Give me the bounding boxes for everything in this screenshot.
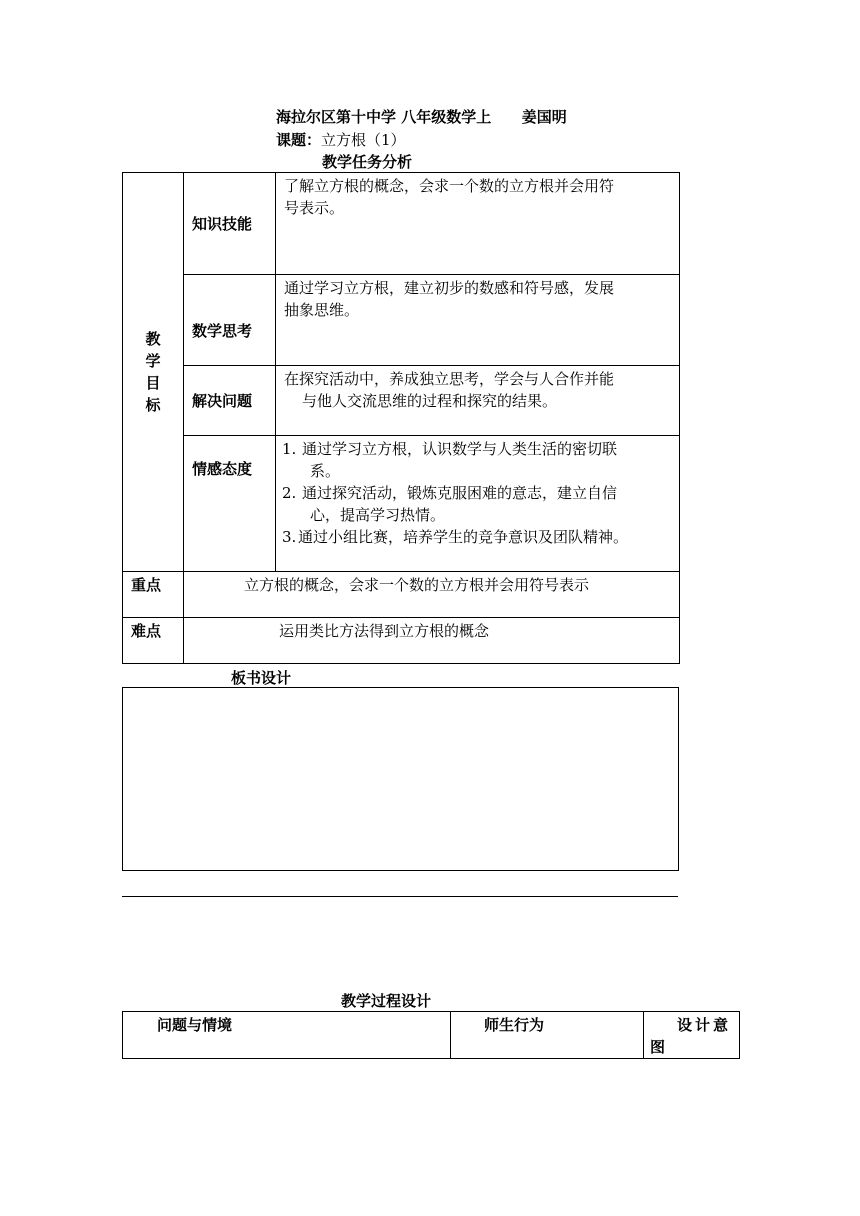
topic-line <box>276 129 406 150</box>
teacher-name: 姜国明 <box>521 108 567 126</box>
column-header-intent: 设计意 图 <box>644 1012 740 1059</box>
difficult-point-text: 运用类比方法得到立方根的概念 <box>184 618 680 664</box>
category-content: 通过学习立方根，建立初步的数感和符号感，发展 抽象思维。 <box>276 275 680 366</box>
column-header-behavior: 师生行为 <box>451 1012 644 1059</box>
difficult-point-label: 难点 <box>123 618 184 664</box>
board-design-box <box>122 687 679 871</box>
table-row <box>123 366 680 436</box>
process-title: 教学过程设计 <box>341 992 432 1010</box>
category-content: 在探究活动中，养成独立思考，学会与人合作并能 与他人交流思维的过程和探究的结果。 <box>276 366 680 436</box>
topic-label: 课题： <box>276 131 322 149</box>
category-content <box>276 436 680 572</box>
table-row <box>123 173 680 275</box>
category-label: 情感态度 <box>184 436 276 572</box>
category-label: 数学思考 <box>184 275 276 366</box>
column-header-problem: 问题与情境 <box>123 1012 451 1059</box>
topic-value: 立方根（1） <box>321 131 406 149</box>
category-label: 解决问题 <box>184 366 276 436</box>
list-item: 2. 通过探究活动，锻炼克服困难的意志，建立自信 心，提高学习热情。 <box>282 484 618 524</box>
school-grade-line <box>276 106 567 127</box>
table-row <box>123 275 680 366</box>
table-row <box>123 618 680 664</box>
list-item: 3. 通过小组比赛，培养学生的竞争意识及团队精神。 <box>282 528 629 546</box>
table-row <box>123 572 680 618</box>
process-table <box>122 1011 740 1059</box>
key-point-text: 立方根的概念，会求一个数的立方根并会用符号表示 <box>184 572 680 618</box>
teaching-goal-label: 教 学 目 标 <box>123 173 184 572</box>
task-analysis-title: 教学任务分析 <box>322 153 413 171</box>
list-item: 1. 通过学习立方根，认识数学与人类生活的密切联 系。 <box>282 440 618 480</box>
table-row <box>123 1012 740 1059</box>
board-design-title: 板书设计 <box>231 669 292 687</box>
divider-line <box>122 896 678 897</box>
category-label: 知识技能 <box>184 173 276 275</box>
task-analysis-table <box>122 172 680 664</box>
school-course: 海拉尔区第十中学 八年级数学上 <box>276 108 492 126</box>
category-content: 了解立方根的概念，会求一个数的立方根并会用符 号表示。 <box>276 173 680 275</box>
table-row <box>123 436 680 572</box>
key-point-label: 重点 <box>123 572 184 618</box>
